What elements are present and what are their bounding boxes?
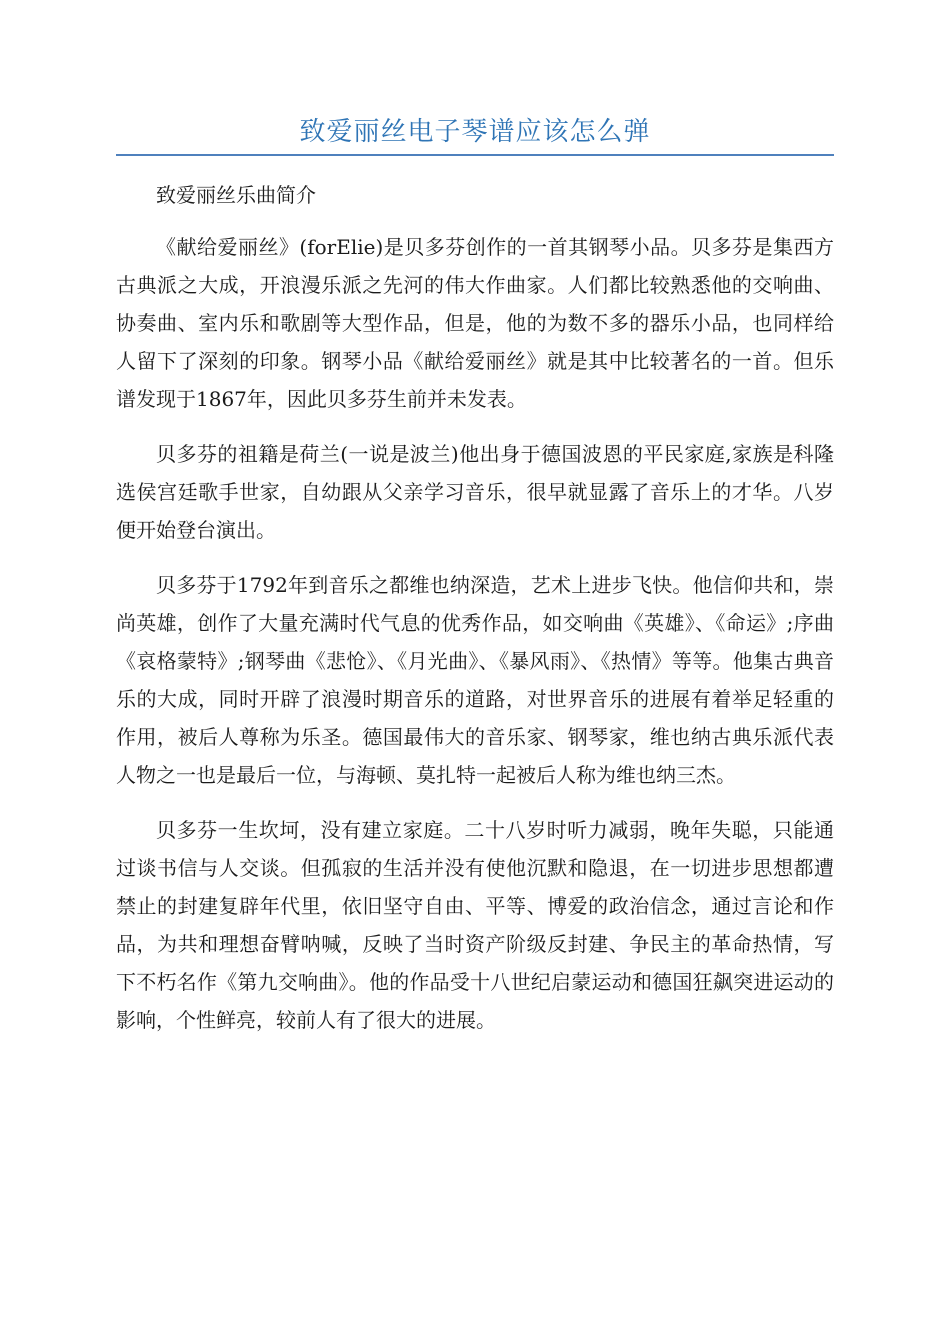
document-title: 致爱丽丝电子琴谱应该怎么弹 <box>299 117 651 147</box>
document-body <box>116 176 834 1056</box>
paragraph-origin: 贝多芬的祖籍是荷兰(一说是波兰)他出身于德国波恩的平民家庭,家族是科隆选侯宫廷歌手世家，自幼跟从父亲学习音乐，很早就显露了音乐上的才华。八岁便开始登台演出。 <box>116 442 834 542</box>
section-heading: 致爱丽丝乐曲简介 <box>156 183 316 207</box>
paragraph-intro: 《献给爱丽丝》(forElie)是贝多芬创作的一首其钢琴小品。贝多芬是集西方古典派之大成，开浪漫乐派之先河的伟大作曲家。人们都比较熟悉他的交响曲、协奏曲、室内乐和歌剧等大型作品，但是，他的为数不多的器乐小品，也同样给人留下了深刻的印象。钢琴小品《献给爱丽丝》就是其中比较著名的一首。但乐谱发现于1867年，因此贝多芬生前并未发表。 <box>116 235 834 411</box>
paragraph-life: 贝多芬一生坎坷，没有建立家庭。二十八岁时听力减弱，晚年失聪，只能通过谈书信与人交谈。但孤寂的生活并没有使他沉默和隐退，在一切进步思想都遭禁止的封建复辟年代里，依旧坚守自由、平等、博爱的政治信念，通过言论和作品，为共和理想奋臂呐喊，反映了当时资产阶级反封建、争民主的革命热情，写下不朽名作《第九交响曲》。他的作品受十八世纪启蒙运动和德国狂飙突进运动的影响，个性鲜亮，较前人有了很大的进展。 <box>116 818 834 1032</box>
paragraph-vienna: 贝多芬于1792年到音乐之都维也纳深造，艺术上进步飞快。他信仰共和，崇尚英雄，创作了大量充满时代气息的优秀作品，如交响曲《英雄》、《命运》;序曲《哀格蒙特》;钢琴曲《悲怆》、《月光曲》、《暴风雨》、《热情》等等。他集古典音乐的大成，同时开辟了浪漫时期音乐的道路，对世界音乐的进展有着举足轻重的作用，被后人尊称为乐圣。德国最伟大的音乐家、钢琴家，维也纳古典乐派代表人物之一也是最后一位，与海顿、莫扎特一起被后人称为维也纳三杰。 <box>116 573 834 787</box>
title-underline <box>116 154 834 156</box>
